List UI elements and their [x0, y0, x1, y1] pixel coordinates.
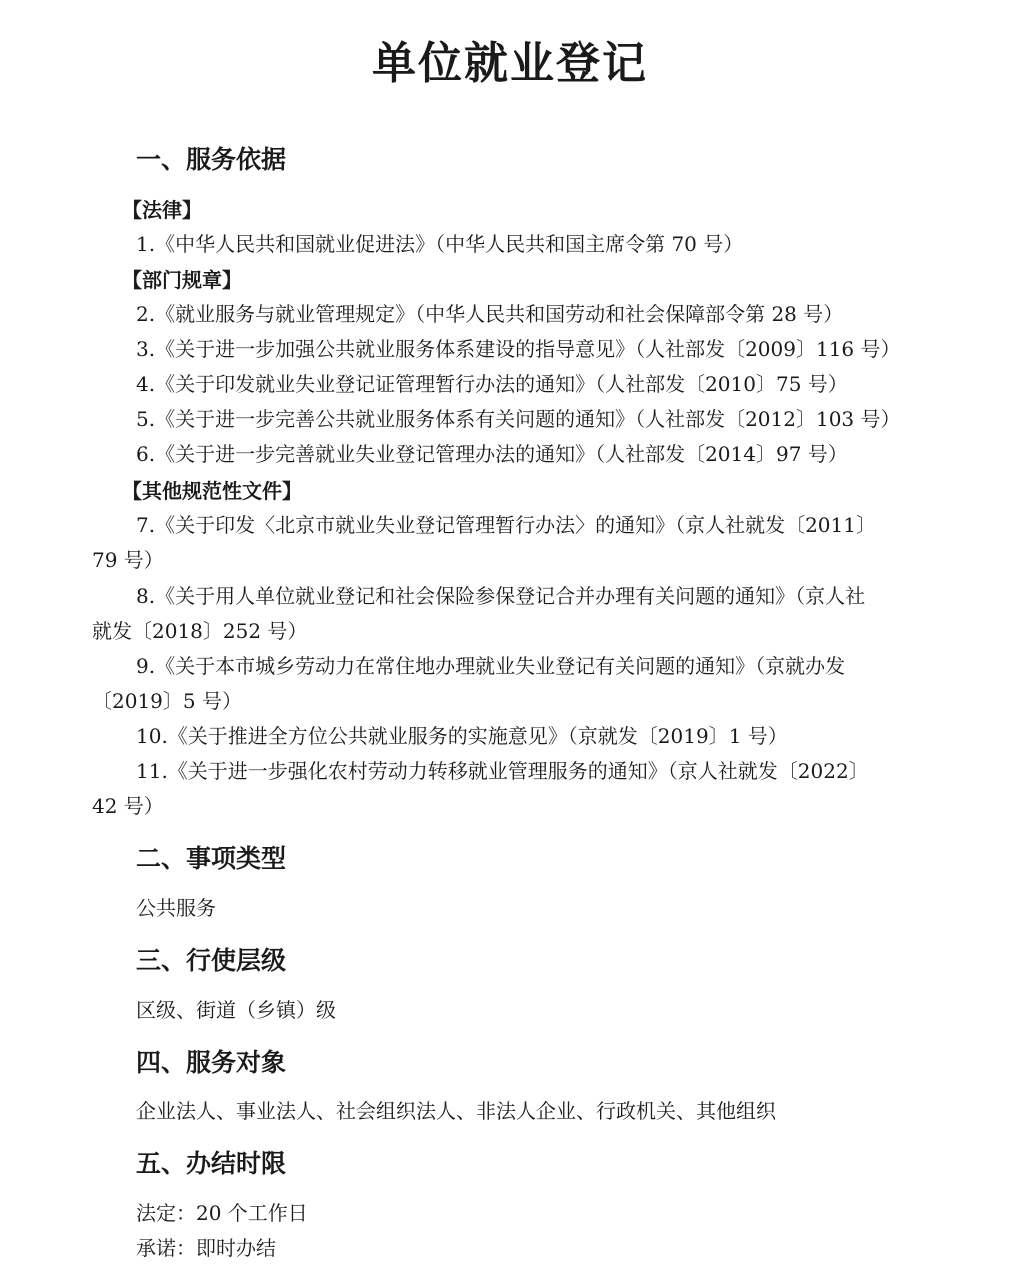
basis-item-continued: 42 号） — [92, 794, 164, 818]
deadline-promise: 承诺：即时办结 — [136, 1236, 276, 1260]
basis-item-continued: 〔2019〕5 号） — [92, 689, 242, 713]
basis-item: 8.《关于用人单位就业登记和社会保险参保登记合并办理有关问题的通知》（京人社 — [136, 584, 866, 608]
target-value: 企业法人、事业法人、社会组织法人、非法人企业、行政机关、其他组织 — [136, 1099, 776, 1123]
basis-item: 2.《就业服务与就业管理规定》（中华人民共和国劳动和社会保障部令第 28 号） — [136, 302, 844, 326]
basis-item: 10.《关于推进全方位公共就业服务的实施意见》（京就发〔2019〕1 号） — [136, 724, 788, 748]
page-title: 单位就业登记 — [372, 38, 648, 89]
deadline-legal: 法定：20 个工作日 — [136, 1201, 308, 1225]
basis-item-continued: 79 号） — [92, 548, 164, 572]
section-heading-type: 二、事项类型 — [136, 844, 287, 873]
section-heading-deadline: 五、办结时限 — [136, 1149, 287, 1178]
basis-item: 4.《关于印发就业失业登记证管理暂行办法的通知》（人社部发〔2010〕75 号） — [136, 372, 848, 396]
basis-item: 7.《关于印发〈北京市就业失业登记管理暂行办法〉的通知》（京人社就发〔2011〕 — [136, 513, 876, 537]
basis-item: 1.《中华人民共和国就业促进法》（中华人民共和国主席令第 70 号） — [136, 232, 744, 256]
basis-item: 5.《关于进一步完善公共就业服务体系有关问题的通知》（人社部发〔2012〕103 号） — [136, 407, 901, 431]
subheading-law: 【法律】 — [122, 198, 202, 222]
basis-item: 6.《关于进一步完善就业失业登记管理办法的通知》（人社部发〔2014〕97 号） — [136, 442, 848, 466]
subheading-rules: 【部门规章】 — [122, 268, 242, 292]
section-heading-level: 三、行使层级 — [136, 946, 287, 975]
basis-item: 3.《关于进一步加强公共就业服务体系建设的指导意见》（人社部发〔2009〕116 号） — [136, 337, 901, 361]
subheading-other: 【其他规范性文件】 — [122, 479, 302, 503]
section-heading-basis: 一、服务依据 — [136, 145, 287, 174]
section-heading-target: 四、服务对象 — [136, 1048, 287, 1077]
basis-item-continued: 就发〔2018〕252 号） — [92, 619, 308, 643]
basis-item: 11.《关于进一步强化农村劳动力转移就业管理服务的通知》（京人社就发〔2022〕 — [136, 759, 869, 783]
basis-item: 9.《关于本市城乡劳动力在常住地办理就业失业登记有关问题的通知》（京就办发 — [136, 654, 846, 678]
type-value: 公共服务 — [136, 896, 216, 920]
level-value: 区级、街道（乡镇）级 — [136, 998, 336, 1022]
